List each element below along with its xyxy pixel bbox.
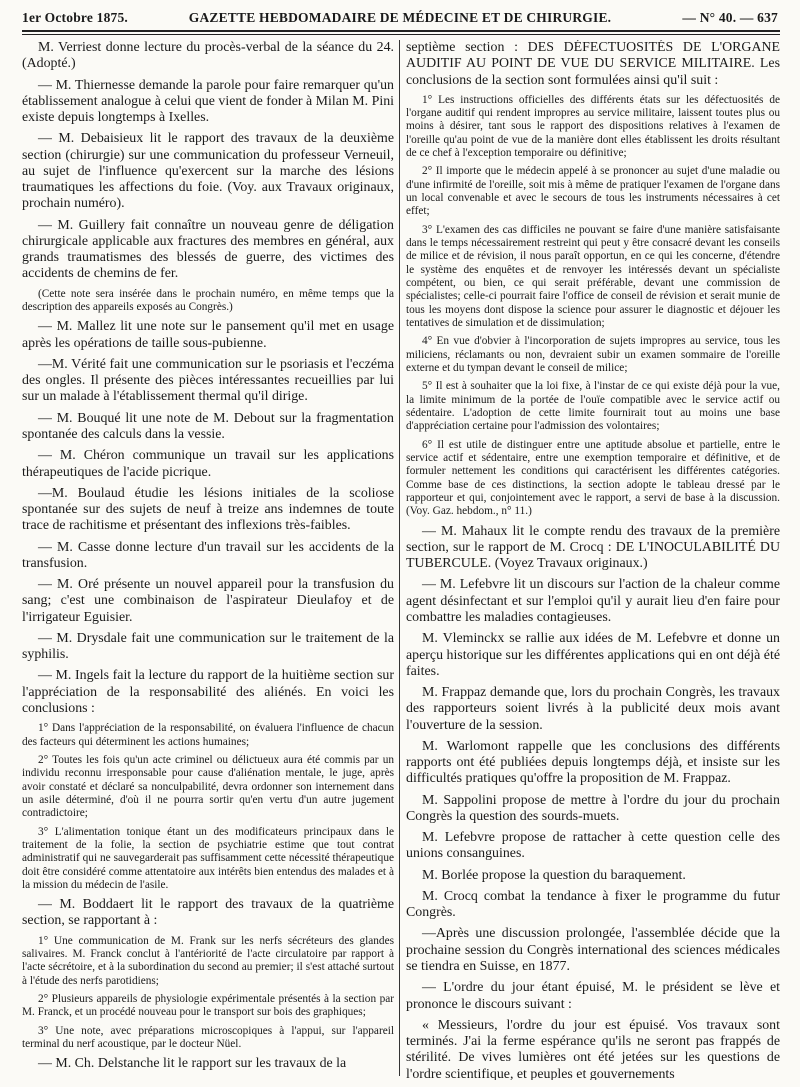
list-item: 1° Les instructions officielles des différents états sur les défectuosités de l'organe auditif qui rendent impropres au service militaire, laissent toutes plus ou moins à désirer, tant sous le rapport des dispositions relatives à l'examen de l'oreille qu'au point de vue de la manière dont elles établissent les droits résultant de ce chef à l'exception temporaire ou définitive; <box>406 93 780 160</box>
paragraph: — L'ordre du jour étant épuisé, M. le président se lève et prononce le discours suivant : <box>406 980 780 1012</box>
list-item: 5° Il est à souhaiter que la loi fixe, à l'instar de ce qui existe déjà pour la vue, la limite minimum de la portée de l'ouïe compatible avec le service actif ou sédentaire. L'adoption de cette limite fournirait tout au moins une base d'appréciation certaine pour l'admission des volontaires; <box>406 380 780 433</box>
page-header <box>22 6 778 32</box>
header-rule-thin <box>22 34 780 35</box>
paragraph: M. Borlée propose la question du baraquement. <box>422 867 686 883</box>
paragraph: — M. Oré présente un nouvel appareil pour la transfusion du sang; c'est une combinaison de l'aspirateur Dieulafoy et de l'irrigateur Eguisier. <box>22 577 394 625</box>
paragraph: —M. Vérité fait une communication sur le psoriasis et l'eczéma des ongles. Il présente des pièces intéressantes recueillies par lui sur un malade à l'établissement thermal qu'il dirige. <box>22 356 394 405</box>
paragraph: M. Vleminckx se rallie aux idées de M. Lefebvre et donne un aperçu historique sur les différentes applications qui en ont déjà été faites. <box>406 631 780 679</box>
paragraph: (Cette note sera insérée dans le prochain numéro, en même temps que la description des appareils exposés au Congrès.) <box>22 287 394 314</box>
paragraph: — M. Mallez lit une note sur le pansement qu'il met en usage après les opérations de taille sous-pubienne. <box>22 319 394 351</box>
header-title: GAZETTE HEBDOMADAIRE DE MÉDECINE ET DE CHIRURGIE. <box>188 10 612 25</box>
paragraph: — M. Guillery fait connaître un nouveau genre de déligation chirurgicale applicable aux fractures des membres en général, aux grands traumatismes des blessés de guerre, des victimes des accidents de chemins de fer. <box>22 217 394 282</box>
paragraph: — M. Debaisieux lit le rapport des travaux de la deuxième section (chirurgie) sur une communication du professeur Verneuil, au sujet de l'influence qu'exercent sur la marche des lésions traumatiques les affections du foie. (Voy. aux Travaux originaux, prochain numéro). <box>22 131 394 212</box>
paragraph: — M. Ch. Delstanche lit le rapport sur les travaux de la <box>38 1056 347 1072</box>
list-item: 2° Plusieurs appareils de physiologie expérimentale présentés à la section par M. Franck, et un procédé nouveau pour le transport sur bois des graphiques; <box>22 993 394 1019</box>
list-item: 2° Il importe que le médecin appelé à se prononcer au sujet d'une maladie ou d'une infirmité de l'oreille, soit mis à même de pratiquer l'examen de l'organe dans un local convenable et avec le secours de tous les instruments nécessaires à cet effet; <box>406 165 780 218</box>
left-column <box>22 40 394 1080</box>
paragraph: septième section : DES DÉFECTUOSITÉS DE L'ORGANE AUDITIF AU POINT DE VUE DU SERVICE MILITAIRE. Les conclusions de la section sont formulées ainsi qu'il suit : <box>406 40 780 88</box>
header-page-number: — N° 40. — 637 <box>682 10 778 25</box>
list-item: 6° Il est utile de distinguer entre une aptitude absolue et partielle, entre le service actif et sédentaire, entre une exemption temporaire et définitive, et de formuler nettement les conditions qui caractérisent les différentes catégories. Comme base de ces distinctions, la section adopte le tableau dressé par le rapporteur et qui, conjointement avec le rapport, a servi de base à la discussion. (Voy. Gaz. hebdom., n° 11.) <box>406 438 780 518</box>
list-item: 2° Toutes les fois qu'un acte criminel ou délictueux aura été commis par un individu reconnu irresponsable pour cause d'aliénation mentale, le juge, après avoir constaté et déclaré sa nonculpabilité, devra ordonner son internement dans un asile déterminé, d'où il ne pourra sortir qu'en vertu d'un autre jugement contradictoire; <box>22 753 394 820</box>
paragraph: — M. Bouqué lit une note de M. Debout sur la fragmentation spontanée des calculs dans la vessie. <box>22 410 394 442</box>
right-column <box>406 40 780 1080</box>
paragraph: M. Lefebvre propose de rattacher à cette question celle des unions consanguines. <box>406 830 780 862</box>
paragraph: — M. Ingels fait la lecture du rapport de la huitième section sur l'appréciation de la responsabilité des aliénés. En voici les conclusions : <box>22 668 394 716</box>
paragraph: « Messieurs, l'ordre du jour est épuisé. Vos travaux sont terminés. J'ai la ferme espérance qu'ils ne seront pas frappés de stérilité. De vives lumières ont été jetées sur les questions de l'ordre scientifique, et peuples et gouvernements <box>406 1017 780 1080</box>
paragraph: M. Verriest donne lecture du procès-verbal de la séance du 24. (Adopté.) <box>22 40 394 72</box>
paragraph: — M. Casse donne lecture d'un travail sur les accidents de la transfusion. <box>22 539 394 571</box>
list-item: 3° L'examen des cas difficiles ne pouvant se faire d'une manière satisfaisante dans le temps nécessairement restreint qui peut y être consacré devant les conseils de milice et de révision, il nous paraît opportun, en ce qui les concerne, d'étendre le système des enquêtes et de renvoyer les intéressés devant un spécialiste compétent, ou bien, ce qui serait préférable, devant une commission de spécialistes; celle-ci pourrait faire l'office de conseil de révision et serait munie de tous les moyens dont dispose la science pour assurer le diagnostic et déjouer les tentatives de simulation et de dissimulation; <box>406 223 780 330</box>
list-item: 3° Une note, avec préparations microscopiques à l'appui, sur l'appareil terminal du nerf acoustique, par le docteur Nüel. <box>22 1024 394 1050</box>
list-item: 1° Dans l'appréciation de la responsabilité, on évaluera l'influence de chacun des facteurs qui déterminent les actions humaines; <box>22 722 394 748</box>
list-item: 3° L'alimentation tonique étant un des modificateurs principaux dans le traitement de la folie, la section de psychiatrie estime que tout contrat administratif qui ne sauvegarderait pas suffisamment cette nécessité thérapeutique doit être considéré comme attentatoire aux intérêts bien entendus des malades et à la mission du médecin de l'asile. <box>22 825 394 891</box>
header-date: 1er Octobre 1875. <box>22 10 129 25</box>
paragraph: — M. Thiernesse demande la parole pour faire remarquer qu'un établissement analogue à celui que vient de fonder à Milan M. Pini existe depuis longtemps à Ixelles. <box>22 77 394 126</box>
paragraph: M. Warlomont rappelle que les conclusions des différents rapports ont été publiées depuis longtemps déjà, et insiste sur les difficultés pratiques qu'offre la proposition de M. Frappaz. <box>406 738 780 787</box>
paragraph: — M. Boddaert lit le rapport des travaux de la quatrième section, se rapportant à : <box>22 897 394 929</box>
paragraph: M. Frappaz demande que, lors du prochain Congrès, les travaux des rapporteurs soient livrés à la publicité deux mois avant l'ouverture de la session. <box>406 685 780 733</box>
paragraph: — M. Lefebvre lit un discours sur l'action de la chaleur comme agent désinfectant et sur l'emploi qu'il y aurait lieu d'en faire pour combattre les maladies contagieuses. <box>406 577 780 625</box>
paragraph: —Après une discussion prolongée, l'assemblée décide que la prochaine session du Congrès international des sciences médicales se tiendra en Suisse, en 1877. <box>406 926 780 975</box>
list-item: 4° En vue d'obvier à l'incorporation de sujets impropres au service, tous les miliciens, réclamants ou non, devraient subir un examen sommaire de l'oreille externe et du tympan devant le conseil de milice; <box>406 335 780 375</box>
list-item: 1° Une communication de M. Frank sur les nerfs sécréteurs des glandes salivaires. M. Franck conclut à l'antériorité de l'acte circulatoire par rapport à l'acte sécrétoire, et à la subordination du second au premier; il s'est attaché surtout à l'étude des nerfs parotidiens; <box>22 934 394 987</box>
paragraph: — M. Mahaux lit le compte rendu des travaux de la première section, sur le rapport de M. Crocq : DE L'INOCULABILITÉ DU TUBERCULE. (Voyez Travaux originaux.) <box>406 523 780 572</box>
header-rule <box>22 30 780 32</box>
paragraph: — M. Chéron communique un travail sur les applications thérapeutiques de l'acide picrique. <box>22 448 394 480</box>
paragraph: M. Crocq combat la tendance à fixer le programme du futur Congrès. <box>406 888 780 921</box>
paragraph: M. Sappolini propose de mettre à l'ordre du jour du prochain Congrès la question des sourds-muets. <box>406 792 780 824</box>
column-divider <box>399 40 400 1076</box>
paragraph: — M. Drysdale fait une communication sur le traitement de la syphilis. <box>22 630 394 663</box>
paragraph: —M. Boulaud étudie les lésions initiales de la scoliose spontanée sur des sujets de neuf à treize ans indemnes de toute trace de rachitisme et présentant des inflexions très-faibles. <box>22 485 394 534</box>
